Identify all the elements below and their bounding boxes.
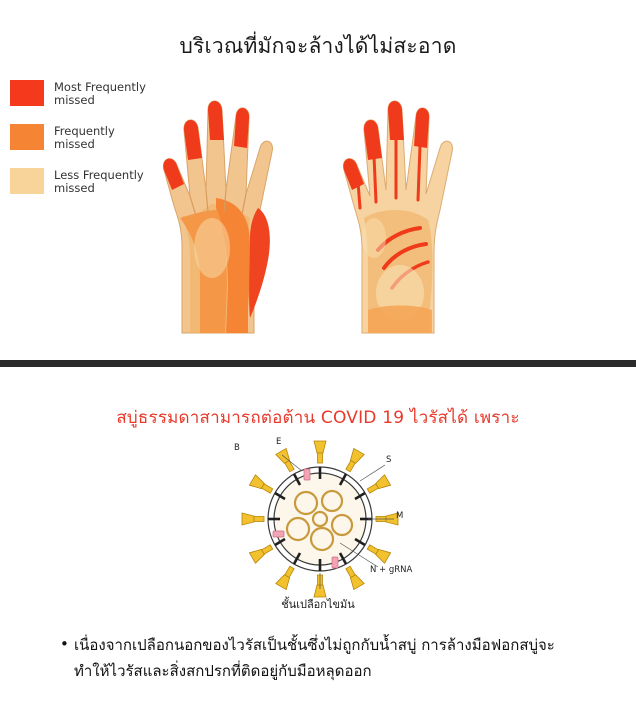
left-hand-dorsal — [163, 101, 272, 333]
page-title: บริเวณที่มักจะล้างได้ไม่สะอาด — [179, 34, 457, 58]
explanation-bullet — [60, 632, 580, 684]
legend-label-line1: Most Frequently — [54, 80, 146, 94]
top-panel — [0, 0, 636, 360]
virus-label-n-grna: N + gRNA — [370, 565, 413, 575]
bullet-marker: • — [60, 635, 69, 653]
legend-swatch-most-frequently-missed — [10, 80, 44, 106]
section-divider — [0, 360, 636, 367]
legend-label-frequently-missed — [54, 124, 115, 151]
section-title: สบู่ธรรมดาสามารถต่อต้าน COVID 19 ไวรัสได้ เพราะ — [116, 408, 520, 428]
bullet-text: เนื่องจากเปลือกนอกของไวรัสเป็นชั้นซึ่งไม่ถูกกับน้ำสบู่ การล้างมือฟอกสบู่จะทำให้ไวรัสและสิ่งสกปรกที่ติดอยู่กับมือหลุดออก — [74, 636, 555, 680]
legend-label-line2: missed — [54, 93, 95, 107]
legend-label-line1: Less Frequently — [54, 168, 144, 182]
legend-label-line1: Frequently — [54, 124, 115, 138]
coronavirus-structure-diagram — [210, 439, 430, 599]
right-hand-palmar — [343, 101, 452, 333]
virus-label-m: M — [396, 511, 404, 521]
virus-envelope-caption: ชั้นเปลือกไขมัน — [281, 598, 355, 611]
virus-label-e: E — [276, 437, 282, 447]
virus-label-s: S — [386, 455, 392, 465]
legend-label-line2: missed — [54, 137, 95, 151]
bottom-panel — [0, 367, 636, 722]
hands-missed-areas-diagram — [120, 78, 520, 343]
legend-label-line2: missed — [54, 181, 95, 195]
legend-swatch-less-frequently-missed — [10, 168, 44, 194]
legend-swatch-frequently-missed — [10, 124, 44, 150]
virus-label-b: B — [234, 443, 240, 453]
